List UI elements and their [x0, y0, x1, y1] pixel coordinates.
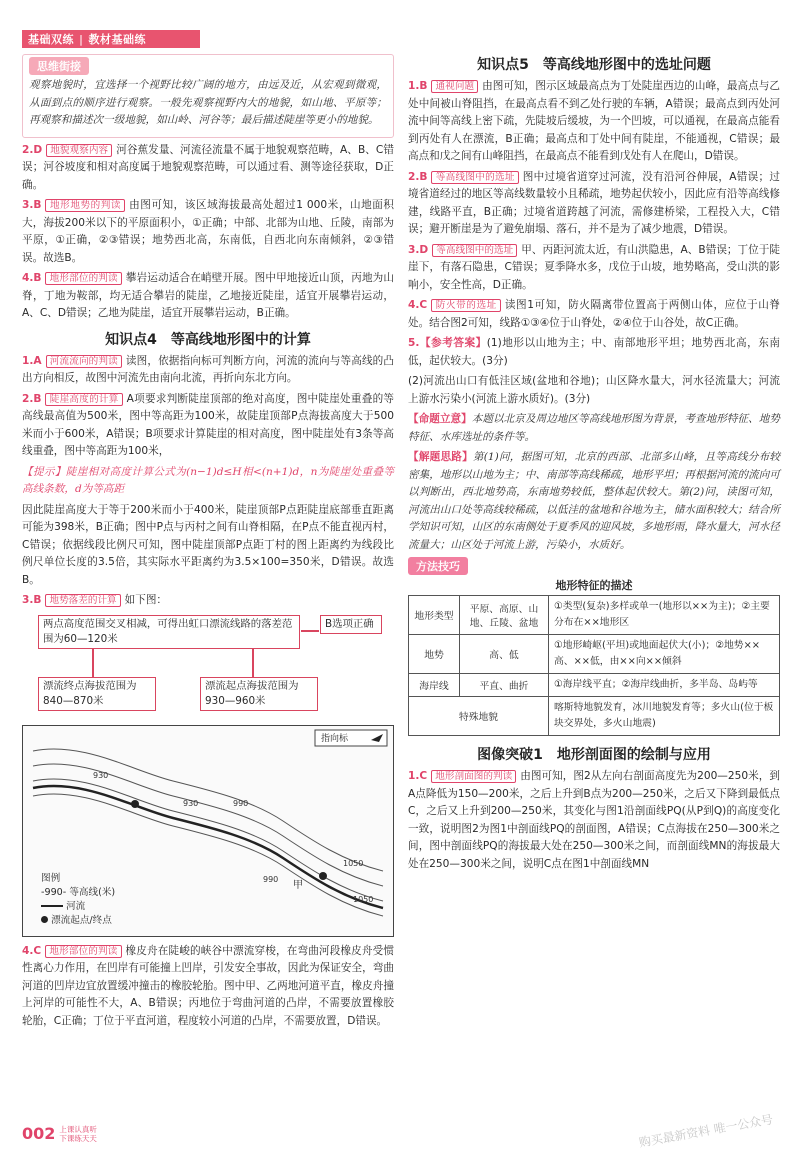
table-cell-head: 特殊地貌	[409, 697, 549, 736]
answer-r5	[408, 335, 780, 370]
r4-text: 读图1可知，防火隔离带位置高于两侧山体，应位于山脊处。结合图2可知，线路①③④位于山脊处，②④位于山谷处，故C正确。	[408, 299, 780, 329]
method-table	[408, 595, 780, 736]
method-label: 方法技巧	[408, 557, 468, 575]
method-header	[408, 557, 780, 575]
r3-text: 甲、丙距河流太近，有山洪隐患，A、B错误；丁位于陡崖下，有落石隐患，C错误；夏季降水多，戊位于山坡，地势略高，受山洪的影响小，安全性高，D正确。	[408, 243, 781, 291]
header-tag-1: 基础双练	[28, 33, 74, 46]
r5-text-2: (2)河流出山口有低洼区域(盆地和谷地)；山区降水量大，河水径流量大；河流上游水污染小(河流上游水质好)。(3分)	[408, 375, 780, 405]
thinking-text: 第(1)问，据图可知，北京的西部、北部多山峰，且等高线分布较密集，地形以山地为主；中、南部等高线稀疏，地形平坦；再根据河流的流向可以判断出，西北地势高，东南地势较低，整体起伏较大。第(2)问，读图可知，河流出山口处等高线较稀疏，以低洼的盆地和谷地为主，储水面积较大；结合所学知识可知，山区的东南侧处于夏季风的迎风坡，多地形雨，降水量大，河水径流量大；山区处于河流上游，污染小，水质好。	[408, 451, 780, 551]
answer-q2	[22, 142, 394, 195]
contour-label: 990	[233, 798, 249, 808]
k1-number: 1.A	[22, 354, 42, 367]
k3-tag: 地势落差的计算	[45, 594, 120, 607]
q2-text: 河谷蕉发量、河流径流量不属于地貌观察范畴，A、B、C错误；河谷坡度和相对高度属于地貌观察范畴，可以通过看、测等途径获取，D正确。	[22, 143, 394, 191]
flow-diagram	[22, 613, 394, 721]
s1-tag: 地形剖面图的判读	[431, 770, 516, 783]
table-title: 地形特征的描述	[555, 579, 633, 592]
flow-box-right: B选项正确	[320, 615, 382, 634]
flow-box-bottom-right: 漂流起点海拔范围为930—960米	[200, 677, 318, 711]
place-label: 甲	[293, 879, 303, 891]
k2-text-2: 因此陡崖高度大于等于200米而小于400米，陡崖顶部P点距陡崖底部垂直距离可能为398米，B正确；图中P点与丙村之间有山脊相隔，在P点不能直视丙村，C错误；依据线段比例尺可知，图中陡崖顶部P点距丁村的图上距离约为线段比例尺单位长度的3.5倍，其实际水平距离约为3.5×100=350米，D错误。故选B。	[22, 503, 394, 586]
contour-label: 1050	[353, 894, 374, 904]
table-row	[409, 635, 780, 674]
footer-line-2: 下课练天天	[59, 1133, 97, 1143]
answer-r2	[408, 169, 780, 239]
header-separator: |	[79, 32, 84, 46]
r1-text: 由图可知，图示区域最高点为丁处陡崖西边的山峰，最高点与乙处中间被山脊阻挡，在最高点看不到乙处行驶的车辆，A错误；最高点到丙处河流中间等高线上密下疏，先陡坡后缓坡，为一个凹坡，可以通视，在最高点能看到丙处有人在漂流，B正确；最高点和丁处中间有陡崖，不能通视，C错误；最高点和戊之间有山峰阻挡，在最高点不能看到戊处有人在爬山，D错误。	[408, 80, 781, 162]
legend-item-rafting	[41, 914, 115, 928]
legend-item-river	[41, 900, 115, 914]
watermark: 购买最新资料 唯一公众号	[638, 1112, 775, 1150]
answer-k2	[22, 391, 394, 461]
r5-text: (1)地形以山地为主；中、南部地形平坦；地势西北高，东南低，起伏较大。(3分)	[408, 337, 780, 367]
footer-line-1: 上课认真听	[59, 1124, 97, 1134]
r1-tag: 通视问题	[431, 80, 478, 93]
rafting-point-icon	[41, 916, 48, 923]
thinking-label: 【解题思路】	[408, 451, 473, 463]
table-cell-desc: ①类型(复杂)多样或单一(地形以××为主)；②主要分布在××地形区	[549, 596, 780, 635]
k2-tip: 【提示】陡崖相对高度计算公式为(n−1)d≤H相<(n+1)d，n为陡崖处重叠等高线条数，d为等高距	[22, 465, 394, 495]
page-footer	[22, 1124, 97, 1143]
section-title-4: 知识点4 等高线地形图中的计算	[105, 331, 311, 348]
think-text: 观察地貌时，宜选择一个视野比较广阔的地方，由远及近，从宏观到微观，从面到点的顺序进行观察。一般先观察视野内大的地貌，如山地、平原等；再观察和描述次一级地貌，如山岭、河谷等；最后描述陡崖等更小的地貌。	[29, 79, 387, 126]
table-cell-mid: 平原、高原、山地、丘陵、盆地	[460, 596, 549, 635]
think-box	[22, 54, 394, 138]
k3-number: 3.B	[22, 594, 42, 606]
r3-number: 3.D	[408, 243, 429, 256]
flow-arrow-right	[301, 630, 319, 632]
q3-text: 由图可知，该区域海拔最高处超过1 000米，山地面积大，海拔200米以下的平原面积小，①正确；中部、北部为山地、丘陵，南部为平原，①正确，②③错误；地势西北高，东南低，自西北向东南倾斜，②③错误。故选B。	[22, 199, 395, 264]
q4-number: 4.B	[22, 272, 42, 284]
rafting-end-point	[319, 872, 327, 880]
table-cell-mid: 高、低	[460, 635, 549, 674]
k4-text: 橡皮舟在陡峻的峡谷中漂流穿梭，在弯曲河段橡皮舟受惯性离心力作用，在凹岸有可能撞上凹岸，引发安全事故，因此为保证安全，弯曲河道的凹岸边宜放置缓冲撞击的橡胶轮胎。图中甲、乙两地河道平直，橡皮舟撞上河岸的可能性不大，A、B错误；丙地位于弯曲河道的凸岸，不需要放置橡胶轮胎，C正确；丁位于平直河道，程度较小河道的凸岸，不需要放置，D错误。	[22, 944, 395, 1027]
intent-label: 【命题立意】	[408, 413, 472, 425]
table-cell-mid: 平直、曲折	[460, 674, 549, 697]
answer-q4	[22, 270, 394, 323]
k1-tag: 河流流向的判读	[46, 355, 122, 368]
compass-label: 指向标	[321, 733, 349, 744]
section-title-5: 知识点5 等高线地形图中的选址问题	[477, 57, 711, 73]
contour-label: 930	[183, 798, 199, 808]
answer-k4	[22, 943, 394, 1031]
contour-label: 1050	[343, 858, 364, 868]
r1-number: 1.B	[408, 80, 428, 92]
q3-number: 3.B	[22, 199, 42, 211]
intent-text: 本题以北京及周边地区等高线地形图为背景，考查地形特征、地势特征、水库选址的条件等。	[408, 413, 781, 443]
answer-s1	[408, 768, 780, 873]
page-number: 002	[22, 1124, 56, 1143]
footer-publisher	[59, 1125, 97, 1143]
table-cell-head: 地形类型	[409, 596, 460, 635]
legend-contour-value: -990-	[41, 886, 67, 898]
table-row	[409, 596, 780, 635]
k4-number: 4.C	[22, 944, 42, 957]
table-cell-desc: ①海岸线平直；②海岸线曲折，多半岛、岛屿等	[549, 674, 780, 697]
right-column	[408, 54, 780, 876]
q4-text: 攀岩运动适合在峭壁开展。图中甲地接近山顶，丙地为山脊，丁地为鞍部，均无适合攀岩的陡崖，乙地接近陡崖，适宜开展攀岩运动，A、C、D错误；乙地为陡崖，适宜开展攀岩运动，B正确。	[22, 272, 395, 319]
s1-number: 1.C	[408, 770, 428, 782]
header-tag-2: 教材基础练	[88, 33, 147, 46]
contour-label: 990	[263, 874, 279, 884]
contour-map	[22, 725, 394, 937]
q4-tag: 地形部位的判读	[45, 272, 121, 285]
think-label: 思维街接	[29, 57, 89, 75]
r4-tag: 防火带的选址	[431, 299, 501, 312]
section-title-6: 图像突破1 地形剖面图的绘制与应用	[477, 747, 711, 763]
r2-number: 2.B	[408, 170, 428, 183]
k1-text: 读图，依据指向标可判断方向，河流的流向与等高线的凸出方向相反，故图中河流先由南向北流，再折向东北方向。	[22, 354, 395, 384]
legend-contour-label: 等高线(米)	[69, 886, 116, 898]
answer-r3	[408, 242, 780, 295]
k2-text: A项要求判断陡崖顶部的绝对高度，图中陡崖处重叠的等高线最高值为500米，图中等高距为100米，故陡崖顶部P点海拔高度大于500米而小于600米，A错误；B项要求计算陡崖的相对高度，图中陡崖处有3条等高线重叠，图中等高距为100米，	[22, 392, 394, 457]
q3-tag: 地形地势的判读	[45, 199, 125, 212]
left-column	[22, 54, 394, 1033]
section-header-tag	[22, 30, 200, 48]
k3-text: 如下图：	[124, 594, 168, 606]
r5-label: 【参考答案】	[419, 337, 487, 349]
table-cell-desc: 喀斯特地貌发育，冰川地貌发育等；多火山(位于板块交界处，多火山地震)	[549, 697, 780, 736]
legend-rafting-label: 漂流起点/终点	[51, 914, 112, 926]
rafting-start-point	[131, 800, 139, 808]
legend-title: 图例	[41, 872, 61, 884]
answer-r1	[408, 78, 780, 166]
q2-tag: 地貌观察内容	[46, 144, 112, 157]
k2-number: 2.B	[22, 392, 42, 405]
r5-number: 5.	[408, 337, 420, 349]
flow-arrow-right-up	[252, 649, 254, 677]
map-legend	[41, 872, 115, 928]
river-legend-icon	[41, 905, 63, 907]
q2-number: 2.D	[22, 143, 43, 156]
answer-k1	[22, 353, 394, 388]
table-cell-head: 地势	[409, 635, 460, 674]
flow-box-bottom-left: 漂流终点海拔范围为840—870米	[38, 677, 156, 711]
r2-tag: 等高线图中的选址	[431, 171, 518, 184]
intent-block	[408, 411, 780, 446]
k4-tag: 地形部位的判读	[45, 945, 121, 958]
table-cell-head: 海岸线	[409, 674, 460, 697]
r2-text: 图中过境省道穿过河流，没有沿河谷伸展，A错误；过境省道经过的地区等高线数量较小且稀疏，地势起伏较小，因此应有沿等高线修建，线路平直，B正确；过境省道跨越了河流，需修建桥梁，工程投入大，C错误；避开断崖是为了避免崩塌、落石，并不是为了减少地震，D错误。	[408, 170, 781, 235]
table-row	[409, 697, 780, 736]
contour-label: 930	[93, 770, 109, 780]
legend-item-contour	[41, 886, 115, 900]
table-row	[409, 674, 780, 697]
flow-arrow-left	[92, 649, 94, 677]
thinking-block	[408, 449, 780, 554]
answer-q3	[22, 197, 394, 267]
r4-number: 4.C	[408, 299, 428, 311]
k2-tag: 陡崖高度的计算	[45, 393, 122, 406]
answer-k3	[22, 592, 394, 610]
r3-tag: 等高线图中的选址	[432, 244, 517, 257]
table-cell-desc: ①地形崎岖(平坦)或地面起伏大(小)；②地势××高、××低，由××向××倾斜	[549, 635, 780, 674]
answer-r4	[408, 297, 780, 332]
flow-box-top: 两点高度范围交叉相减，可得出虹口漂流线路的落差范围为60—120米	[38, 615, 300, 649]
legend-river-label: 河流	[66, 900, 86, 912]
s1-text: 由图可知，图2从左向右剖面高度先为200—250米，到A点降低为150—200米，之后上升到B点为200—250米，之后又下降到最低点C，之后又上升到200—250米，其变化与图1沿剖面线PQ(从P到Q)的高度变化一致，说明图2为图1中剖面线PQ的剖面图，A错误；C点海拔在250—300米之间，图中剖面线PQ的海拔最大处在250—300米之间，而剖面线MN的海拔最大处在250—300米之间，说明C点在图1中剖面线MN	[408, 770, 781, 870]
